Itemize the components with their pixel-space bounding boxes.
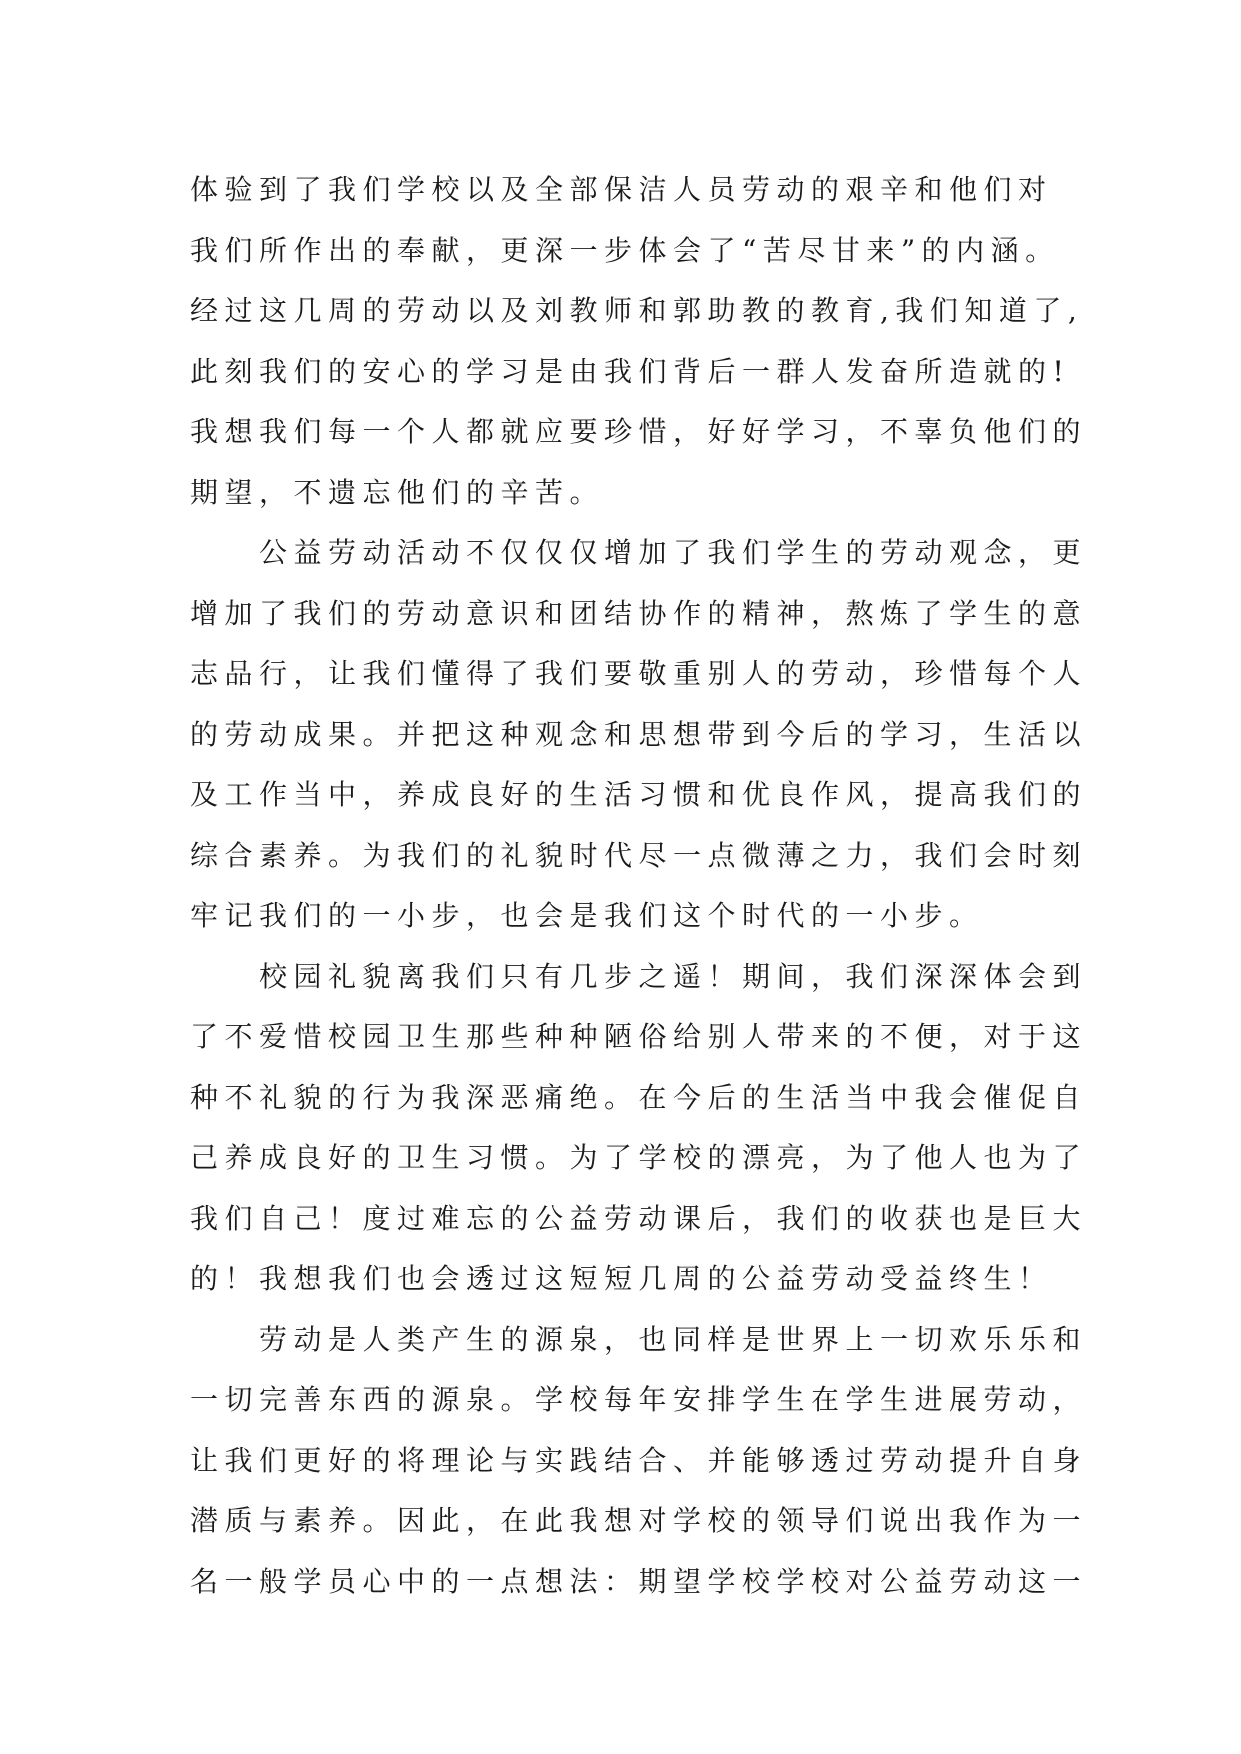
text-line: 潜质与素养。因此，在此我想对学校的领导们说出我作为一 — [190, 1504, 1088, 1537]
text-line: 的劳动成果。并把这种观念和思想带到今后的学习，生活以 — [190, 717, 1088, 751]
text-line: 综合素养。为我们的礼貌时代尽一点微薄之力，我们会时刻 — [190, 838, 1088, 872]
text-line: 及工作当中，养成良好的生活习惯和优良作风，提高我们的 — [190, 778, 1088, 811]
body-text — [190, 160, 1090, 1612]
text-line: 我们自己！度过难忘的公益劳动课后，我们的收获也是巨大 — [190, 1201, 1088, 1235]
text-line: 经过这几周的劳动以及刘教师和郭助教的教育,我们知道了, — [190, 294, 1084, 327]
text-line: 此刻我们的安心的学习是由我们背后一群人发奋所造就的! — [190, 354, 1071, 388]
paragraph-start-line: 公益劳动活动不仅仅仅增加了我们学生的劳动观念，更 — [190, 536, 1088, 569]
text-line: 期望，不遗忘他们的辛苦。 — [190, 475, 605, 509]
text-line: 的！我想我们也会透过这短短几周的公益劳动受益终生！ — [190, 1262, 1053, 1295]
paragraph-start-line: 校园礼貌离我们只有几步之遥！期间，我们深深体会到 — [190, 959, 1088, 993]
text-line: 名一般学员心中的一点想法：期望学校学校对公益劳动这一 — [190, 1564, 1088, 1598]
text-line: 种不礼貌的行为我深恶痛绝。在今后的生活当中我会催促自 — [190, 1080, 1088, 1114]
paragraph-start-line: 劳动是人类产生的源泉，也同样是世界上一切欢乐乐和 — [190, 1322, 1088, 1356]
text-line: 一切完善东西的源泉。学校每年安排学生在学生进展劳动， — [190, 1383, 1088, 1416]
text-line: 牢记我们的一小步，也会是我们这个时代的一小步。 — [190, 899, 984, 932]
text-line: 让我们更好的将理论与实践结合、并能够透过劳动提升自身 — [190, 1443, 1088, 1477]
text-line: 了不爱惜校园卫生那些种种陋俗给别人带来的不便，对于这 — [190, 1020, 1088, 1053]
text-line: 志品行，让我们懂得了我们要敬重别人的劳动，珍惜每个人 — [190, 657, 1088, 690]
text-line: 己养成良好的卫生习惯。为了学校的漂亮，为了他人也为了 — [190, 1141, 1088, 1174]
text-line: 体验到了我们学校以及全部保洁人员劳动的艰辛和他们对 — [190, 173, 1053, 206]
text-line: 增加了我们的劳动意识和团结协作的精神，熬炼了学生的意 — [190, 596, 1088, 630]
text-line: 我想我们每一个人都就应要珍惜，好好学习，不辜负他们的 — [190, 415, 1088, 448]
text-line: 我们所作出的奉献，更深一步体会了“苦尽甘来”的内涵。 — [190, 233, 1060, 267]
